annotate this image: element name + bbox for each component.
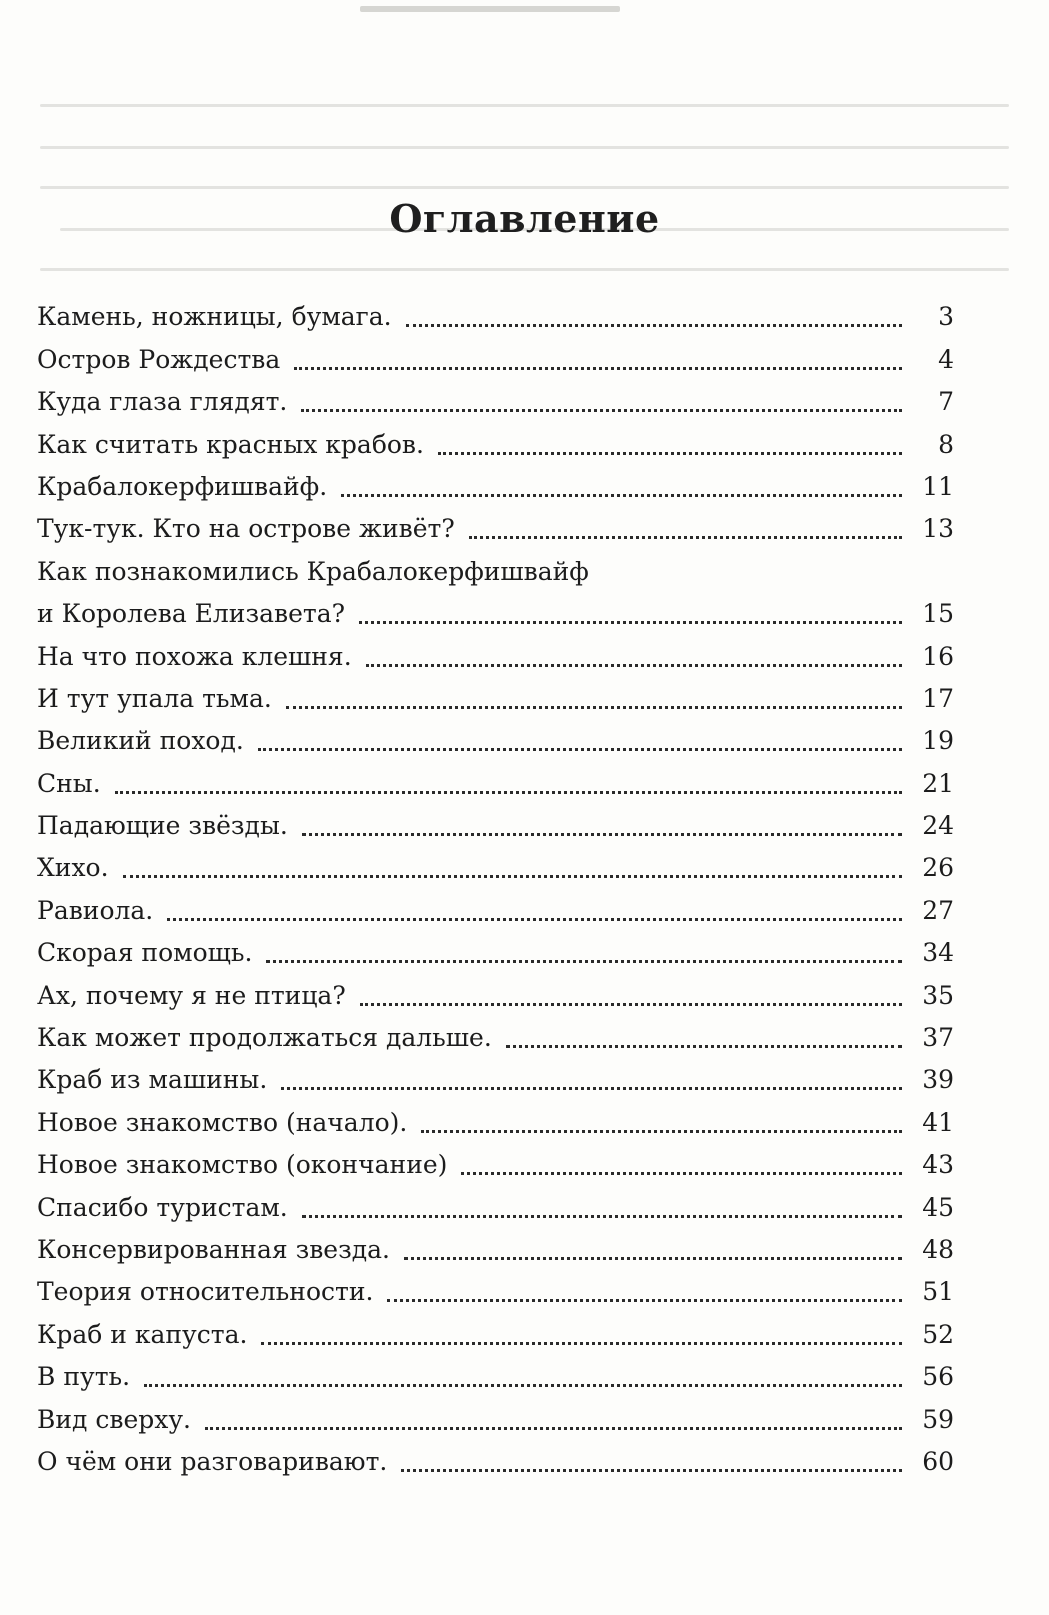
dot-leader	[301, 409, 902, 412]
toc-page-number: 43	[922, 1150, 954, 1180]
toc-entry-title: Краб и капуста.	[37, 1319, 248, 1349]
toc-page-number: 59	[922, 1404, 954, 1434]
toc-entry-title: Как познакомились Крабалокерфишвайф	[37, 556, 589, 586]
toc-entry-title: О чём они разговаривают.	[37, 1446, 388, 1476]
toc-entry	[37, 1271, 954, 1313]
toc-entry	[37, 1356, 954, 1398]
toc-entry	[37, 1398, 954, 1440]
bleed-through-line	[40, 104, 1009, 107]
dot-leader	[506, 1045, 902, 1048]
toc-entry	[37, 635, 954, 677]
toc-page-number: 4	[938, 344, 954, 374]
toc-page-number: 11	[922, 471, 954, 501]
toc-page-number: 13	[922, 514, 954, 544]
toc-entry-title: Скорая помощь.	[37, 938, 253, 968]
toc-entry	[37, 381, 954, 423]
toc-entry	[37, 508, 954, 550]
toc-entry-title: Новое знакомство (окончание)	[37, 1150, 448, 1180]
toc-entry-title: Камень, ножницы, бумага.	[37, 302, 392, 332]
toc-entry	[37, 805, 954, 847]
toc-entry-title: И тут упала тьма.	[37, 683, 272, 713]
dot-leader	[302, 833, 902, 836]
dot-leader	[438, 452, 902, 455]
toc-entry	[37, 1229, 954, 1271]
toc-entry	[37, 1101, 954, 1143]
toc-entry	[37, 1186, 954, 1228]
dot-leader	[469, 536, 902, 539]
toc-entry	[37, 1059, 954, 1101]
toc-entry	[37, 847, 954, 889]
toc-page-number: 56	[922, 1362, 954, 1392]
dot-leader	[266, 960, 902, 963]
toc-entry-title: Тук-тук. Кто на острове живёт?	[37, 514, 455, 544]
toc-entry	[37, 762, 954, 804]
toc-entry	[37, 932, 954, 974]
toc-entry	[37, 889, 954, 931]
toc-entry-title: Теория относительности.	[37, 1277, 374, 1307]
toc-page-number: 35	[922, 980, 954, 1010]
toc-entry	[37, 678, 954, 720]
dot-leader	[421, 1130, 902, 1133]
bleed-through-line	[40, 186, 1009, 189]
toc-entry-title: В путь.	[37, 1362, 131, 1392]
toc-page-number: 39	[922, 1065, 954, 1095]
toc-entry	[37, 593, 954, 635]
toc-entry-title: Хихо.	[37, 853, 109, 883]
bleed-through-line	[40, 268, 1009, 271]
toc-page-number: 37	[922, 1023, 954, 1053]
toc-page-number: 48	[922, 1234, 954, 1264]
page-title: Оглавление	[389, 196, 660, 241]
dot-leader	[281, 1087, 902, 1090]
toc-page-number: 45	[922, 1192, 954, 1222]
toc-entry-title: Новое знакомство (начало).	[37, 1107, 408, 1137]
dot-leader	[360, 1003, 902, 1006]
toc-page-number: 60	[922, 1446, 954, 1476]
bleed-through-mark	[360, 6, 620, 12]
toc-entry-title: Как может продолжаться дальше.	[37, 1023, 492, 1053]
toc-entry-title: Равиола.	[37, 895, 154, 925]
toc-entry	[37, 1017, 954, 1059]
toc-entry-line	[37, 550, 954, 592]
toc-page-number: 19	[922, 726, 954, 756]
toc-entry	[37, 338, 954, 380]
toc-entry-title: Крабалокерфишвайф.	[37, 471, 328, 501]
toc-page-number: 7	[938, 387, 954, 417]
toc-entry-title: Ах, почему я не птица?	[37, 980, 346, 1010]
toc-entry-title: Консервированная звезда.	[37, 1234, 390, 1264]
toc-page-number: 34	[922, 938, 954, 968]
toc-entry	[37, 974, 954, 1016]
toc-entry-title: Остров Рождества	[37, 344, 281, 374]
toc-entry-title: Спасибо туристам.	[37, 1192, 288, 1222]
dot-leader	[406, 324, 902, 327]
toc-entry-title: Вид сверху.	[37, 1404, 192, 1434]
dot-leader	[144, 1384, 902, 1387]
toc-entry-title: На что похожа клешня.	[37, 641, 352, 671]
dot-leader	[359, 621, 902, 624]
toc-entry	[37, 1144, 954, 1186]
toc-entry	[37, 1313, 954, 1355]
bleed-through-line	[40, 146, 1009, 149]
toc-entry	[37, 1441, 954, 1483]
toc-entry-title: Великий поход.	[37, 726, 244, 756]
dot-leader	[167, 918, 902, 921]
toc-entry	[37, 466, 954, 508]
toc-page-number: 41	[922, 1107, 954, 1137]
toc-page-number: 27	[922, 895, 954, 925]
toc-page-number: 17	[922, 683, 954, 713]
toc-page-number: 15	[922, 599, 954, 629]
dot-leader	[205, 1427, 902, 1430]
toc-page-number: 16	[922, 641, 954, 671]
toc-entry-title: Падающие звёзды.	[37, 811, 288, 841]
dot-leader	[123, 875, 902, 878]
toc-entry-title: Куда глаза глядят.	[37, 387, 288, 417]
dot-leader	[302, 1215, 902, 1218]
toc-entry	[37, 423, 954, 465]
dot-leader	[366, 664, 902, 667]
toc-page-number: 8	[938, 429, 954, 459]
toc-page-number: 26	[922, 853, 954, 883]
toc-entry-title: Как считать красных крабов.	[37, 429, 424, 459]
dot-leader	[387, 1299, 902, 1302]
toc-entry-title: Краб из машины.	[37, 1065, 268, 1095]
dot-leader	[115, 791, 902, 794]
toc-entry	[37, 720, 954, 762]
dot-leader	[258, 748, 902, 751]
toc-page-number: 51	[922, 1277, 954, 1307]
dot-leader	[461, 1172, 902, 1175]
toc-page-number: 24	[922, 811, 954, 841]
dot-leader	[401, 1469, 902, 1472]
dot-leader	[341, 494, 902, 497]
dot-leader	[261, 1342, 902, 1345]
table-of-contents	[37, 296, 954, 1483]
dot-leader	[294, 367, 902, 370]
dot-leader	[286, 706, 902, 709]
toc-page-number: 21	[922, 768, 954, 798]
toc-entry-title: Сны.	[37, 768, 101, 798]
toc-page-number: 52	[922, 1319, 954, 1349]
dot-leader	[404, 1257, 902, 1260]
toc-entry	[37, 296, 954, 338]
toc-entry-title: и Королева Елизавета?	[37, 599, 346, 629]
toc-page-number: 3	[938, 302, 954, 332]
